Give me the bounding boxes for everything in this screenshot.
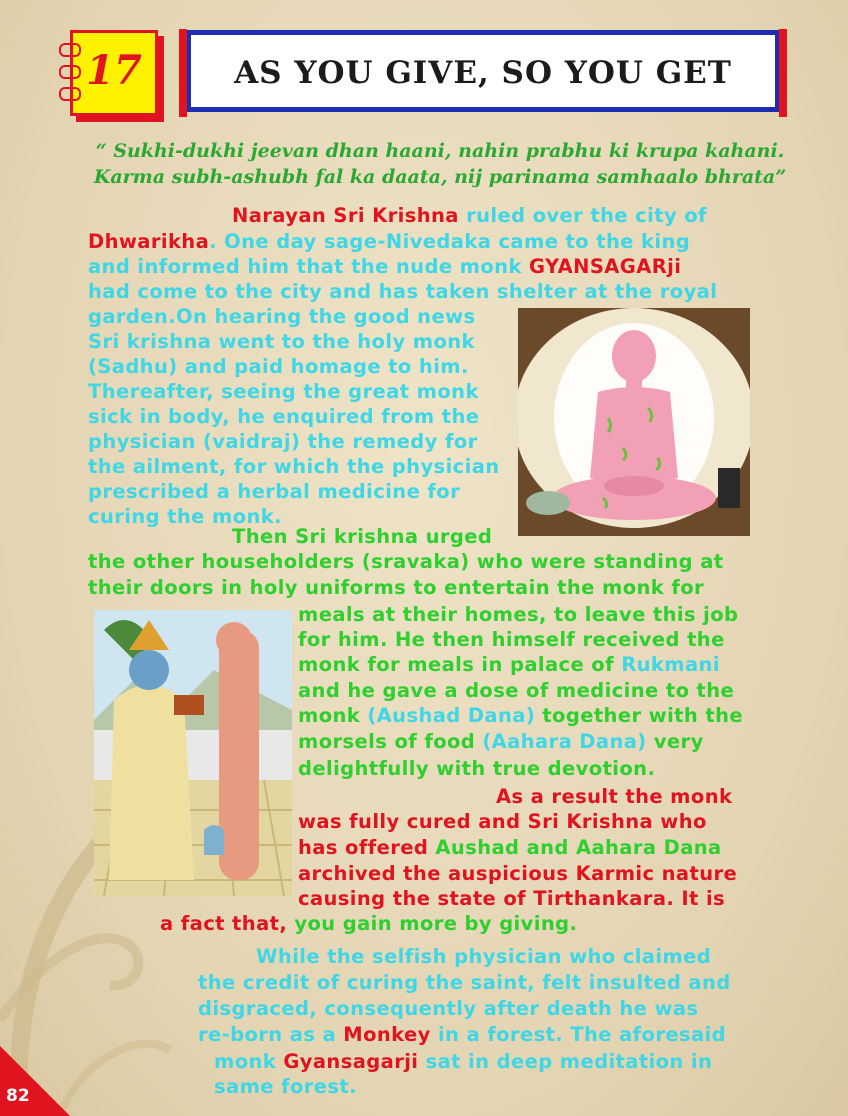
body-line: archived the auspicious Karmic nature (298, 862, 738, 885)
body-line: the other householders (sravaka) who were standing at (88, 550, 724, 573)
chapter-title: AS YOU GIVE, SO YOU GET (234, 55, 732, 91)
body-line: curing the monk. (88, 505, 282, 528)
quote-line-2: Karma subh-ashubh fal ka daata, nij parinama samhaalo bhrata” (93, 166, 787, 188)
body-line: the ailment, for which the physician (88, 455, 500, 478)
meditating-monk-illustration-icon (518, 308, 750, 536)
page-number: 82 (6, 1086, 30, 1106)
body-line: As a result the monk (496, 785, 733, 808)
body-line: has offered Aushad and Aahara Dana (298, 836, 722, 859)
body-line: sick in body, he enquired from the (88, 405, 480, 428)
chapter-number-badge (70, 30, 158, 116)
body-line: physician (vaidraj) the remedy for (88, 430, 478, 453)
body-line: was fully cured and Sri Krishna who (298, 810, 707, 833)
quote-line-1: “ Sukhi-dukhi jeevan dhan haani, nahin prabhu ki krupa kahani. (95, 140, 785, 162)
chapter-title-banner (186, 30, 780, 112)
body-line: delightfully with true devotion. (298, 757, 656, 780)
body-line: their doors in holy uniforms to entertain the monk for (88, 576, 705, 599)
body-line: for him. He then himself received the (298, 628, 725, 651)
body-line: causing the state of Tirthankara. It is (298, 887, 726, 910)
body-line: monk for meals in palace of Rukmani (298, 653, 720, 676)
body-line: disgraced, consequently after death he was (198, 997, 699, 1020)
body-line: Narayan Sri Krishna ruled over the city of (232, 204, 707, 227)
body-line: had come to the city and has taken shelter at the royal (88, 280, 718, 303)
body-line: a fact that, you gain more by giving. (160, 912, 578, 935)
body-line: prescribed a herbal medicine for (88, 480, 461, 503)
body-line: morsels of food (Aahara Dana) very (298, 730, 704, 753)
body-line: re-born as a Monkey in a forest. The aforesaid (198, 1023, 726, 1046)
body-line: same forest. (214, 1075, 357, 1098)
body-line: Sri krishna went to the holy monk (88, 330, 475, 353)
chapter-number: 17 (86, 47, 142, 94)
body-line: the credit of curing the saint, felt insulted and (198, 971, 731, 994)
body-line: While the selfish physician who claimed (256, 945, 712, 968)
body-line: and informed him that the nude monk GYANSAGARji (88, 255, 682, 278)
body-line: (Sadhu) and paid homage to him. (88, 355, 469, 378)
body-line: Dhwarikha. One day sage-Nivedaka came to the king (88, 230, 691, 253)
body-line: and he gave a dose of medicine to the (298, 679, 735, 702)
body-line: monk (Aushad Dana) together with the (298, 704, 743, 727)
body-line: meals at their homes, to leave this job (298, 603, 739, 626)
body-line: Thereafter, seeing the great monk (88, 380, 479, 403)
krishna-offering-illustration-icon (94, 610, 292, 896)
body-line: garden.On hearing the good news (88, 305, 476, 328)
body-line: Then Sri krishna urged (232, 525, 493, 548)
body-line: monk Gyansagarji sat in deep meditation in (214, 1050, 713, 1073)
